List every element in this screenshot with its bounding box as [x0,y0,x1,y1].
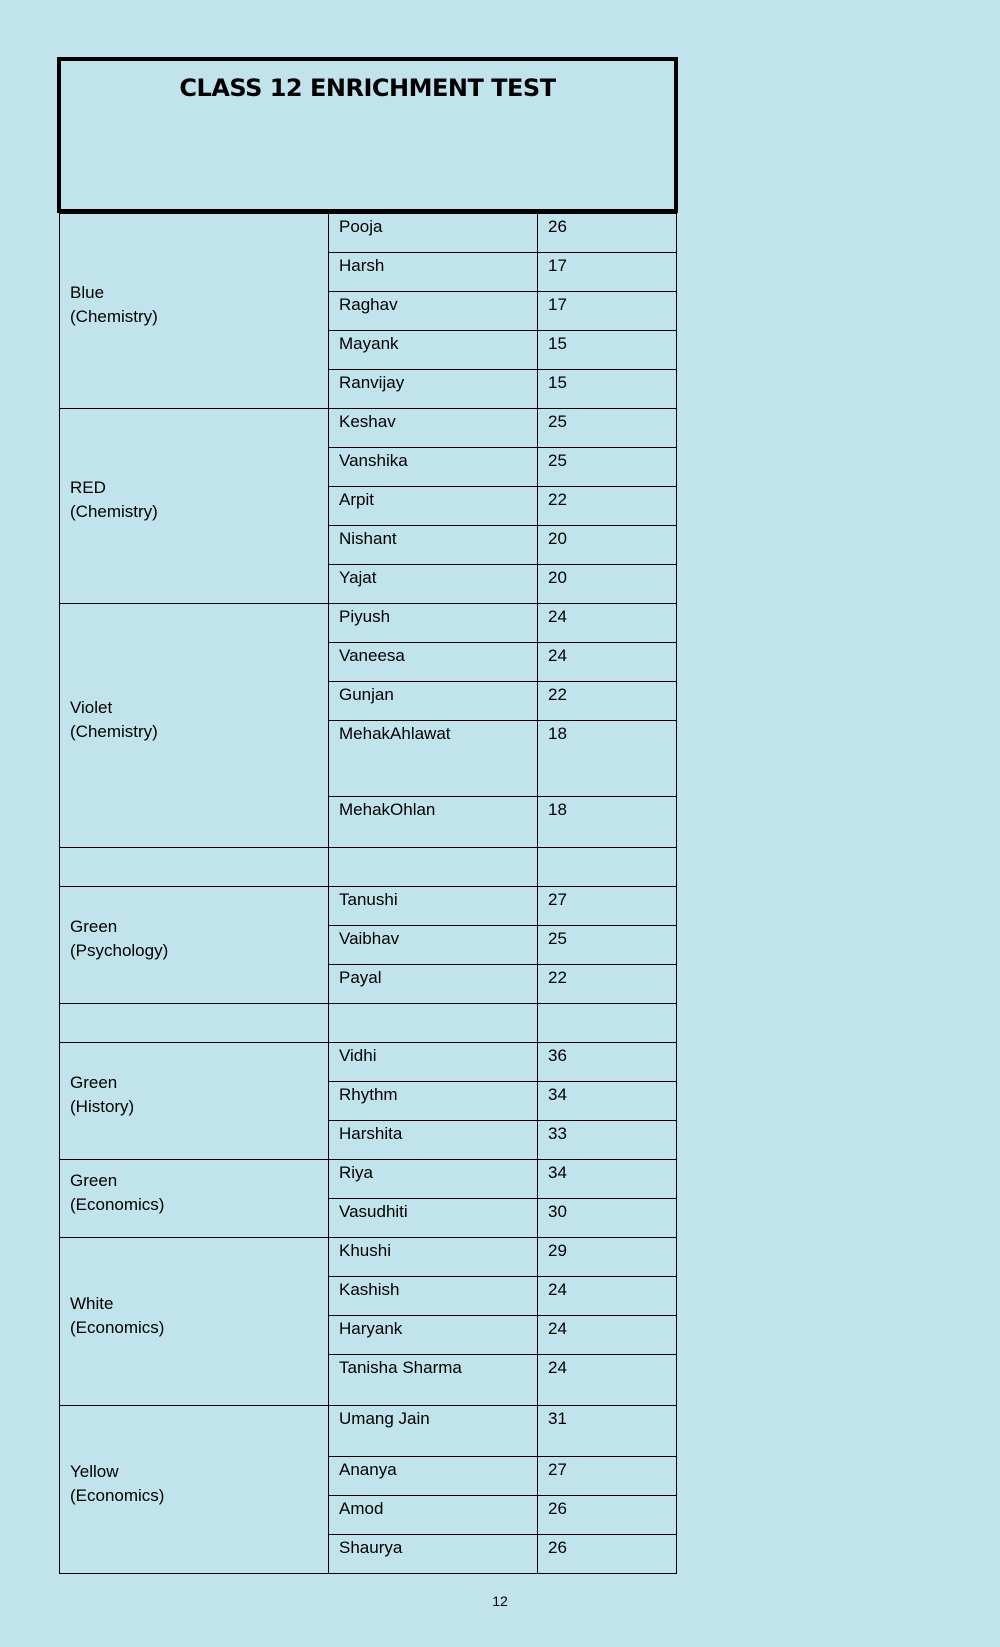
group-house: Green [70,1170,118,1190]
student-score [538,1004,677,1043]
group-house: Yellow [70,1461,119,1481]
student-score: 25 [538,926,677,965]
student-name: MehakOhlan [329,797,538,848]
student-name: Umang Jain [329,1406,538,1457]
group-house: Green [70,917,118,936]
group-subject: (Chemistry) [70,721,158,741]
student-name: Riya [329,1160,538,1199]
student-score: 31 [538,1406,677,1457]
student-name: Nishant [329,526,538,565]
table-row [60,214,677,253]
student-score: 17 [538,253,677,292]
group-cell [60,1238,329,1406]
student-name: Harsh [329,253,538,292]
group-cell [60,887,329,1004]
student-score: 30 [538,1199,677,1238]
student-name [329,848,538,887]
group-cell [60,1406,329,1574]
student-name: Amod [329,1496,538,1535]
page-title: CLASS 12 ENRICHMENT TEST [179,74,556,102]
group-cell [60,604,329,848]
group-subject: (Chemistry) [70,307,158,326]
group-cell [60,214,329,409]
table-row [60,848,677,887]
student-name: Ananya [329,1457,538,1496]
student-score: 15 [538,331,677,370]
table-row [60,1406,677,1457]
student-name: Rhythm [329,1082,538,1121]
student-score: 26 [538,1496,677,1535]
table-row [60,604,677,643]
table-row [60,1004,677,1043]
student-score: 26 [538,1535,677,1574]
group-cell [60,409,329,604]
group-cell [60,1043,329,1160]
group-house: White [70,1293,114,1313]
group-cell [60,1160,329,1238]
student-score: 24 [538,1316,677,1355]
scores-table [59,213,677,1574]
page-number: 12 [492,1593,508,1609]
student-score: 24 [538,643,677,682]
student-name: Vaneesa [329,643,538,682]
student-name: Haryank [329,1316,538,1355]
student-name: Pooja [329,214,538,253]
student-name: MehakAhlawat [329,721,538,797]
student-score: 25 [538,409,677,448]
student-score: 22 [538,965,677,1004]
student-name: Shaurya [329,1535,538,1574]
group-cell [60,1004,329,1043]
student-score: 26 [538,214,677,253]
student-score: 15 [538,370,677,409]
student-score: 33 [538,1121,677,1160]
student-name: Ranvijay [329,370,538,409]
group-subject: (Economics) [70,1194,165,1214]
group-house: Blue [70,283,105,302]
group-cell [60,848,329,887]
student-name: Gunjan [329,682,538,721]
student-score: 24 [538,1355,677,1406]
group-subject: (Chemistry) [70,502,158,521]
group-subject: (History) [70,1097,135,1116]
student-name: Mayank [329,331,538,370]
student-name [329,1004,538,1043]
group-subject: (Economics) [70,1485,165,1505]
student-score: 25 [538,448,677,487]
student-name: Vasudhiti [329,1199,538,1238]
group-house: Green [70,1073,118,1092]
student-score: 36 [538,1043,677,1082]
student-name: Vanshika [329,448,538,487]
student-score: 22 [538,682,677,721]
student-name: Khushi [329,1238,538,1277]
student-score: 18 [538,721,677,797]
student-score: 34 [538,1082,677,1121]
group-subject: (Economics) [70,1317,165,1337]
student-name: Tanisha Sharma [329,1355,538,1406]
group-house: RED [70,478,106,497]
student-name: Raghav [329,292,538,331]
table-row [60,1160,677,1199]
student-name: Tanushi [329,887,538,926]
title-box [57,57,678,213]
student-name: Piyush [329,604,538,643]
student-name: Vaibhav [329,926,538,965]
student-name: Harshita [329,1121,538,1160]
student-name: Arpit [329,487,538,526]
student-name: Yajat [329,565,538,604]
student-score: 29 [538,1238,677,1277]
group-house: Violet [70,697,113,717]
student-score: 22 [538,487,677,526]
student-score: 20 [538,526,677,565]
table-row [60,887,677,926]
student-name: Payal [329,965,538,1004]
student-score [538,848,677,887]
table-row [60,1043,677,1082]
student-score: 20 [538,565,677,604]
student-score: 24 [538,604,677,643]
student-name: Kashish [329,1277,538,1316]
student-score: 27 [538,887,677,926]
student-score: 17 [538,292,677,331]
student-score: 18 [538,797,677,848]
student-score: 27 [538,1457,677,1496]
table-row [60,1238,677,1277]
student-name: Vidhi [329,1043,538,1082]
student-name: Keshav [329,409,538,448]
student-score: 34 [538,1160,677,1199]
group-subject: (Psychology) [70,941,169,960]
table-row [60,409,677,448]
student-score: 24 [538,1277,677,1316]
